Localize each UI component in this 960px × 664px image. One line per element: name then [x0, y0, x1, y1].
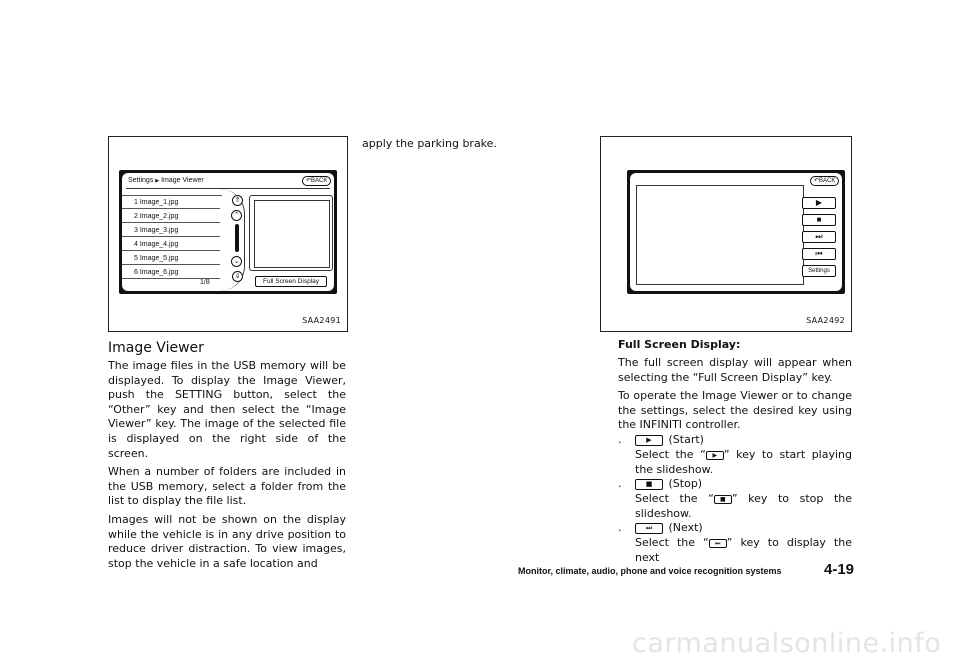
- play-icon: ▶: [815, 198, 823, 207]
- previous-icon: ⏮: [815, 249, 823, 258]
- back-arrow-icon: ↶: [306, 178, 312, 184]
- file-list-item[interactable]: 6 Image_6.jpg: [122, 266, 220, 279]
- figure-full-screen-display: [600, 136, 852, 332]
- bullet-stop-desc: Select the “ ■ ” key to stop the slideshow.: [635, 492, 852, 520]
- stop-button[interactable]: [802, 214, 836, 226]
- page-indicator: 1/8: [200, 279, 210, 286]
- watermark: carmanualsonline.info: [632, 628, 942, 659]
- bullet-next: . ⏭ (Next): [618, 521, 703, 534]
- full-screen-text: [618, 356, 852, 437]
- start-key-icon: ▶: [706, 451, 724, 460]
- image-preview: [254, 200, 330, 268]
- page-down-icon[interactable]: ⇓: [232, 271, 243, 282]
- figure-code: SAA2492: [806, 316, 845, 325]
- display-content: [630, 173, 842, 291]
- back-button[interactable]: ↶BACK: [302, 176, 331, 186]
- bullet-start: . ▶ (Start): [618, 433, 704, 446]
- scroll-down-icon[interactable]: ⌄: [231, 256, 242, 267]
- next-button[interactable]: [802, 231, 836, 243]
- page-number: 4-19: [824, 561, 855, 578]
- image-viewer-text: [108, 359, 346, 571]
- file-list-item[interactable]: 4 Image_4.jpg: [122, 238, 220, 251]
- paragraph: The full screen display will appear when selecting the “Full Screen Display” key.: [618, 356, 852, 384]
- continuation-text: apply the parking brake.: [362, 137, 497, 150]
- next-key-icon: ⏭: [635, 523, 663, 534]
- title-divider: [126, 188, 330, 189]
- full-screen-heading: Full Screen Display:: [618, 338, 741, 351]
- file-list-item[interactable]: 2 Image_2.jpg: [122, 210, 220, 223]
- scroll-up-icon[interactable]: ⌃: [231, 210, 242, 221]
- paragraph: The image files in the USB memory will be displayed. To display the Image Viewer, push the SETTING button, select the “Other” key and then select the “Image Viewer” key. The image of the selected file is displayed on the right side of the screen.: [108, 359, 346, 460]
- full-screen-image: [636, 185, 804, 285]
- display-screen: [119, 170, 337, 294]
- figure-code: SAA2491: [302, 316, 341, 325]
- start-key-icon: ▶: [635, 435, 663, 446]
- file-list: [122, 195, 222, 278]
- file-list-item[interactable]: 5 Image_5.jpg: [122, 252, 220, 265]
- bullet-start-desc: Select the “ ▶ ” key to start playing the slideshow.: [635, 448, 853, 476]
- next-icon: ⏭: [815, 232, 823, 241]
- file-list-item[interactable]: 1 Image_1.jpg: [122, 196, 220, 209]
- breadcrumb-arrow-icon: ▶: [155, 178, 160, 184]
- bullet-stop: . ■ (Stop): [618, 477, 703, 490]
- display-screen: [627, 170, 845, 294]
- section-heading: Image Viewer: [108, 340, 204, 356]
- file-list-item[interactable]: 3 Image_3.jpg: [122, 224, 220, 237]
- breadcrumb: [128, 177, 204, 184]
- image-preview-frame: [249, 195, 333, 271]
- figure-image-viewer: [108, 136, 348, 332]
- paragraph: Images will not be shown on the display while the vehicle is in any drive position to reduce driver distraction. To view images, stop the vehicle in a safe location and: [108, 512, 346, 570]
- stop-key-icon: ■: [714, 495, 732, 504]
- paragraph: When a number of folders are included in the USB memory, select a folder from the list to display the file list.: [108, 465, 346, 508]
- breadcrumb-page: Image Viewer: [161, 177, 204, 184]
- back-button[interactable]: ↶BACK: [810, 176, 839, 186]
- footer-section-title: Monitor, climate, audio, phone and voice recognition systems: [518, 566, 782, 576]
- back-arrow-icon: ↶: [814, 178, 820, 184]
- next-key-icon: ⏭: [709, 539, 727, 548]
- stop-key-icon: ■: [635, 479, 663, 490]
- full-screen-display-button[interactable]: Full Screen Display: [255, 276, 327, 287]
- page-up-icon[interactable]: ⇑: [232, 195, 243, 206]
- paragraph: To operate the Image Viewer or to change the settings, select the desired key using the INFINITI controller.: [618, 389, 852, 432]
- previous-button[interactable]: [802, 248, 836, 260]
- start-button[interactable]: [802, 197, 836, 209]
- stop-icon: ■: [816, 215, 822, 224]
- display-content: [122, 173, 334, 291]
- breadcrumb-settings: Settings: [128, 177, 154, 184]
- bullet-next-desc: Select the “ ⏭ ” key to display the next: [635, 536, 852, 564]
- scrollbar[interactable]: [235, 224, 239, 252]
- settings-button[interactable]: Settings: [802, 265, 836, 277]
